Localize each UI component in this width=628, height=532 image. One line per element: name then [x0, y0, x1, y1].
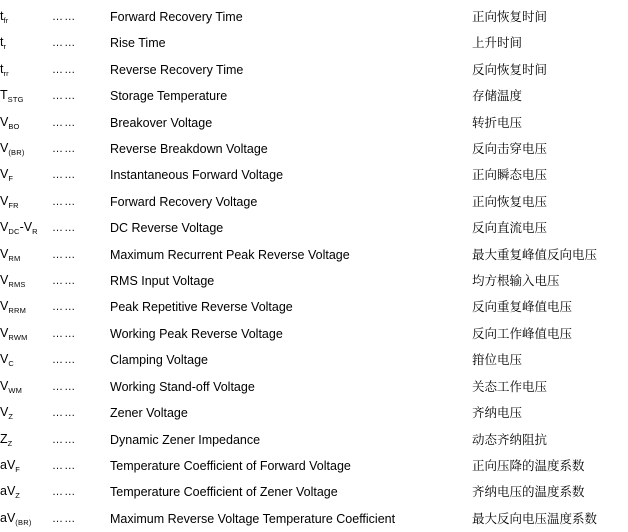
symbol-cell: $V_{BO}$: [0, 114, 20, 131]
leader-dots: ……: [52, 11, 77, 23]
chinese-term: 正向恢复电压: [472, 193, 548, 209]
chinese-term: 正向恢复时间: [472, 9, 548, 24]
symbol-cell: $t_{rr}$: [0, 61, 9, 78]
leader-dots: ……: [52, 195, 77, 208]
table-row: [0, 400, 628, 426]
symbol-cell: $T_{STG}$: [0, 88, 24, 105]
leader-dots: ……: [52, 63, 77, 76]
english-term: Forward Recovery Time: [110, 10, 243, 24]
english-term: Rise Time: [110, 36, 166, 51]
chinese-term: 箝位电压: [472, 352, 523, 368]
table-row: [0, 374, 628, 400]
english-term: Peak Repetitive Reverse Voltage: [110, 300, 293, 315]
symbol-cell: $V_Z$: [0, 405, 14, 422]
table-row: [0, 347, 628, 373]
leader-dots: ……: [52, 327, 77, 340]
english-term: Clamping Voltage: [110, 353, 208, 368]
symbol-cell: $t_{fr}$: [0, 9, 9, 25]
leader-dots: ……: [52, 459, 77, 472]
chinese-term: 上升时间: [472, 35, 523, 51]
english-term: Temperature Coefficient of Forward Voltage: [110, 458, 351, 473]
table-row: [0, 215, 628, 241]
symbol-cell: $V_{(BR)}$: [0, 141, 25, 158]
table-row: [0, 189, 628, 215]
chinese-term: 反向恢复时间: [472, 61, 548, 77]
english-term: Reverse Recovery Time: [110, 62, 244, 77]
table-row: [0, 479, 628, 505]
leader-dots: ……: [52, 512, 77, 525]
english-term: Forward Recovery Voltage: [110, 194, 258, 209]
english-term: Zener Voltage: [110, 406, 188, 421]
symbol-cell: $aV_Z$: [0, 484, 21, 501]
leader-dots: ……: [52, 433, 77, 446]
table-row: [0, 427, 628, 453]
table-row: [0, 321, 628, 347]
leader-dots: ……: [52, 37, 77, 50]
chinese-term: 关态工作电压: [472, 378, 548, 394]
english-term: Maximum Recurrent Peak Reverse Voltage: [110, 247, 350, 262]
symbol-cell: $V_{RMS}$: [0, 273, 26, 290]
english-term: Breakover Voltage: [110, 115, 213, 130]
table-row: [0, 4, 628, 30]
english-term: Working Stand-off Voltage: [110, 379, 255, 394]
chinese-term: 最大反向电压温度系数: [472, 510, 598, 526]
chinese-term: 反向击穿电压: [472, 141, 548, 157]
symbol-cell: $V_{WM}$: [0, 378, 23, 395]
table-row: [0, 57, 628, 83]
english-term: Working Peak Reverse Voltage: [110, 326, 283, 341]
symbol-cell: $V_F$: [0, 167, 14, 184]
symbol-cell: $V_C$: [0, 352, 14, 369]
english-term: Maximum Reverse Voltage Temperature Coefficient: [110, 511, 396, 526]
table-row: [0, 294, 628, 320]
chinese-term: 动态齐纳阻抗: [472, 431, 548, 447]
chinese-term: 齐纳电压的温度系数: [472, 484, 585, 500]
symbol-cell: $V_{RRM}$: [0, 299, 27, 316]
chinese-term: 齐纳电压: [472, 405, 523, 421]
leader-dots: ……: [52, 380, 77, 393]
symbol-cell: $V_{FR}$: [0, 193, 19, 210]
chinese-term: 转折电压: [472, 114, 523, 130]
leader-dots: ……: [52, 354, 77, 367]
english-term: DC Reverse Voltage: [110, 221, 224, 236]
chinese-term: 反向工作峰值电压: [472, 325, 573, 341]
chinese-term: 均方根输入电压: [472, 273, 560, 289]
leader-dots: ……: [52, 275, 77, 288]
symbol-cell: $V_{RM}$: [0, 246, 21, 263]
table-row: [0, 83, 628, 109]
symbol-cell: $V_{DC}-V_R$: [0, 220, 38, 237]
chinese-term: 正向压降的温度系数: [472, 457, 585, 473]
symbol-cell: $t_r$: [0, 35, 7, 52]
leader-dots: ……: [52, 407, 77, 420]
terminology-table: [0, 4, 628, 532]
leader-dots: ……: [52, 486, 77, 499]
chinese-term: 反向直流电压: [472, 220, 548, 236]
leader-dots: ……: [52, 248, 77, 261]
table-row: [0, 453, 628, 479]
leader-dots: ……: [52, 301, 77, 314]
leader-dots: ……: [52, 116, 77, 129]
symbol-cell: $aV_F$: [0, 457, 21, 474]
english-term: Dynamic Zener Impedance: [110, 432, 261, 447]
english-term: Reverse Breakdown Voltage: [110, 142, 268, 157]
leader-dots: ……: [52, 169, 77, 182]
table-row: [0, 268, 628, 294]
leader-dots: ……: [52, 90, 77, 103]
english-term: Instantaneous Forward Voltage: [110, 168, 284, 183]
chinese-term: 正向瞬态电压: [472, 167, 548, 183]
chinese-term: 存储温度: [472, 88, 523, 104]
symbol-cell: $Z_Z$: [0, 431, 13, 448]
chinese-term: 反向重复峰值电压: [472, 299, 573, 315]
table-row: [0, 242, 628, 268]
table-row: [0, 506, 628, 532]
chinese-term: 最大重复峰值反向电压: [472, 246, 598, 262]
table-row: [0, 136, 628, 162]
table-body: [0, 4, 628, 532]
symbol-cell: $aV_{(BR)}$: [0, 510, 32, 527]
english-term: Temperature Coefficient of Zener Voltage: [110, 485, 338, 500]
leader-dots: ……: [52, 143, 77, 156]
table-row: [0, 110, 628, 136]
table-row: [0, 162, 628, 188]
leader-dots: ……: [52, 222, 77, 235]
table-row: [0, 30, 628, 56]
symbol-cell: $V_{RWM}$: [0, 325, 28, 342]
english-term: Storage Temperature: [110, 89, 228, 104]
english-term: RMS Input Voltage: [110, 274, 215, 289]
